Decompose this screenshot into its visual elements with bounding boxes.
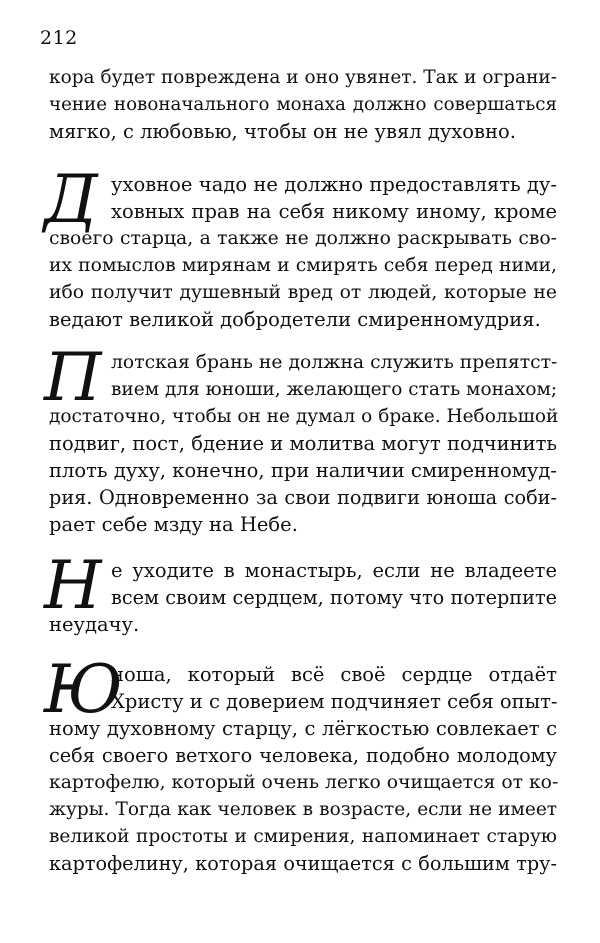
intro-paragraph [49,64,557,145]
text-line: ноша, который всё своё сердце отдаёт [111,663,557,686]
text-line: картофелину, которая очищается с большим тру- [49,852,557,875]
text-line: своего старца, а также не должно раскрывать сво- [49,228,557,249]
text-line: картофелю, который очень легко очищается от ко- [49,772,559,793]
text-line: неудачу. [49,613,140,636]
text-line: ховных прав на себя никому иному, кроме [111,200,557,223]
page-number: 212 [40,27,78,49]
text-line: великой простоты и смирения, напоминает старую [49,826,557,847]
text-line: рает себе мзду на Небе. [49,513,298,536]
text-line: чение новоначального монаха должно совершаться [49,94,557,115]
text-line: достаточно, чтобы он не думал о браке. Небольшой [49,406,559,427]
text-line: ному духовному старцу, с лёгкостью совлекает с [49,717,557,740]
drop-cap: Ю [44,651,123,728]
text-line: кора будет повреждена и оно увянет. Так и ограни- [49,67,557,88]
text-line: подвиг, пост, бдение и молитва могут подчинить [49,432,557,455]
paragraph-3 [44,547,557,638]
text-line: лотская брань не должна служить препятст- [111,352,558,373]
paragraph-4 [44,651,559,877]
text-line: е уходите в монастырь, если не владеете [111,559,557,582]
text-line: Христу и с доверием подчиняет себя опыт- [111,690,558,713]
text-line: всем своим сердцем, потому что потерпите [111,586,557,609]
text-line: мягко, с любовью, чтобы он не увял духовно. [49,120,516,143]
drop-cap: Н [44,547,102,624]
text-line: журы. Тогда как человек в возрасте, если не имеет [49,799,557,820]
text-line: плоть духу, конечно, при наличии смиренномуд- [49,459,557,482]
text-line: их помыслов мирянам и смирять себя перед ними, [49,255,557,276]
text-line: себя своего ветхого человека, подобно молодому [49,744,557,767]
text-line: вием для юноши, желающего стать монахом; [111,379,558,400]
text-line: ведают великой добродетели смиренномудрия. [49,308,541,331]
drop-cap: Д [44,161,98,238]
text-line: ибо получит душевный вред от людей, которые не [49,282,557,303]
drop-cap: П [44,339,102,416]
text-line: уховное чадо не должно предоставлять ду- [111,173,557,196]
text-line: рия. Одновременно за свои подвиги юноша соби- [49,486,557,509]
paragraph-1 [44,161,557,333]
paragraph-2 [44,339,559,538]
